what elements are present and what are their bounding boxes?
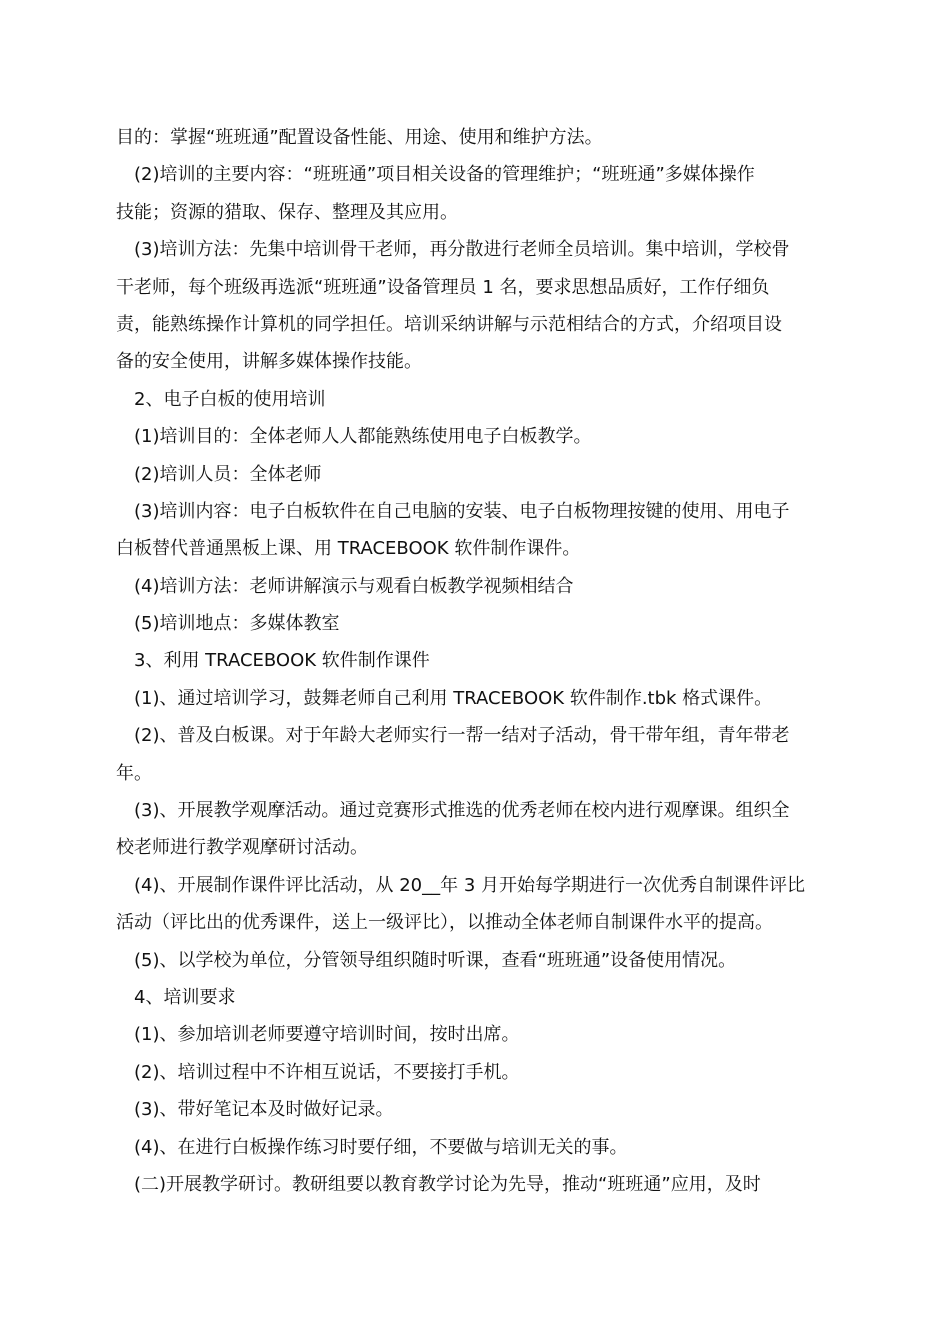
section-heading: 3、利用 TRACEBOOK 软件制作课件 [134,650,430,672]
text-line: 备的安全使用，讲解多媒体操作技能。 [116,351,422,373]
section-heading: 4、培训要求 [134,986,236,1008]
section-heading: 2、电子白板的使用培训 [134,388,326,410]
text-line: 目的：掌握“班班通”配置设备性能、用途、使用和维护方法。 [116,127,603,148]
text-line: (4)培训方法：老师讲解演示与观看白板教学视频相结合 [134,575,574,597]
text-line: 干老师，每个班级再选派“班班通”设备管理员 1 名，要求思想品质好，工作仔细负 [116,276,770,298]
text-line: (3)培训内容：电子白板软件在自己电脑的安装、电子白板物理按键的使用、用电子 [134,500,790,522]
text-line: (2)、培训过程中不许相互说话，不要接打手机。 [134,1061,520,1083]
text-line: (4)、开展制作课件评比活动，从 20__年 3 月开始每学期进行一次优秀自制课件评比 [134,874,806,896]
text-line: (4)、在进行白板操作练习时要仔细，不要做与培训无关的事。 [134,1136,628,1158]
text-line: (2)培训的主要内容：“班班通”项目相关设备的管理维护；“班班通”多媒体操作 [134,164,755,186]
text-line: 活动（评比出的优秀课件，送上一级评比），以推动全体老师自制课件水平的提高。 [116,912,773,934]
text-line: 责，能熟练操作计算机的同学担任。培训采纳讲解与示范相结合的方式，介绍项目设 [116,313,782,335]
text-line: (2)培训人员：全体老师 [134,463,322,485]
text-line: (1)、参加培训老师要遵守培训时间，按时出席。 [134,1024,520,1046]
text-line: (3)培训方法：先集中培训骨干老师，再分散进行老师全员培训。集中培训，学校骨 [134,239,790,261]
text-line: 技能；资源的猎取、保存、整理及其应用。 [116,201,458,223]
text-line: (1)、通过培训学习，鼓舞老师自己利用 TRACEBOOK 软件制作.tbk 格式课件。 [134,687,773,709]
document-page [116,119,836,1203]
text-line: 校老师进行教学观摩研讨活动。 [116,837,368,859]
text-line: (2)、普及白板课。对于年龄大老师实行一帮一结对子活动，骨干带年组，青年带老 [134,725,790,747]
text-line: (3)、开展教学观摩活动。通过竞赛形式推选的优秀老师在校内进行观摩课。组织全 [134,800,790,822]
text-line: (5)、以学校为单位，分管领导组织随时听课，查看“班班通”设备使用情况。 [134,949,737,971]
text-line: (3)、带好笔记本及时做好记录。 [134,1099,394,1121]
text-line: 年。 [116,762,152,784]
text-line: 白板替代普通黑板上课、用 TRACEBOOK 软件制作课件。 [116,538,581,560]
text-line: (二)开展教学研讨。教研组要以教育教学讨论为先导，推动“班班通”应用，及时 [134,1173,761,1195]
text-line: (5)培训地点：多媒体教室 [134,613,340,635]
text-line: (1)培训目的：全体老师人人都能熟练使用电子白板教学。 [134,426,592,448]
